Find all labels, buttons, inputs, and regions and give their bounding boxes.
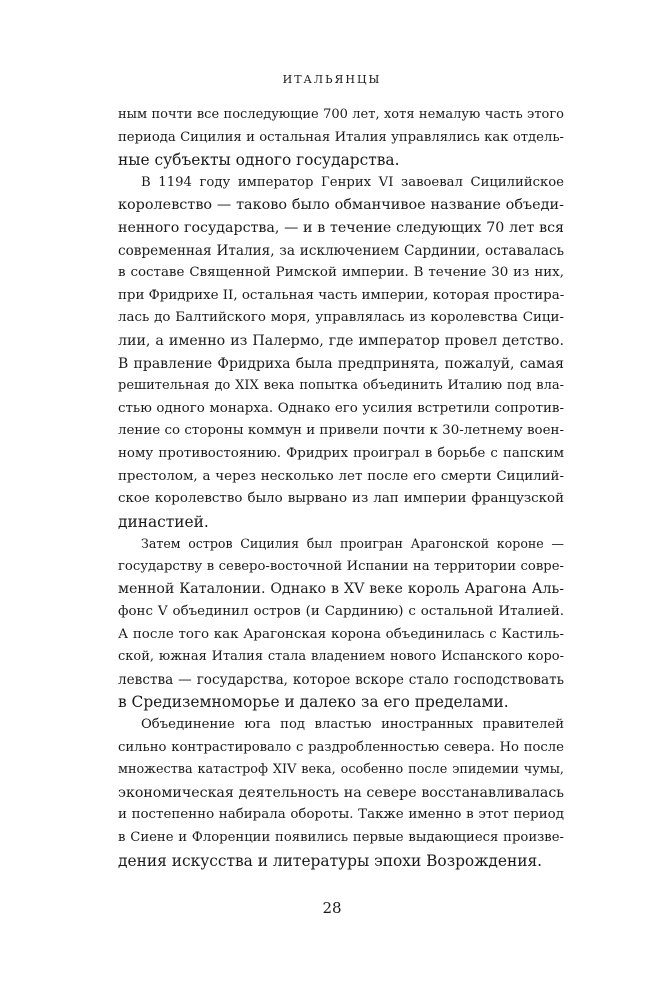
text-line: фонс V объединил остров (и Сардинию) с остальной Италией. — [118, 604, 564, 620]
paragraph — [118, 714, 564, 872]
text-line: династией. — [118, 512, 209, 531]
text-line: при Фридрихе II, остальная часть империи, которая простира- — [118, 287, 565, 303]
paragraph — [118, 172, 564, 534]
text-line: ным почти все последующие 700 лет, хотя немалую часть этого — [118, 107, 564, 122]
text-line: ской, южная Италия стала владением нового Испанского коро- — [118, 649, 564, 665]
text-line: ненного государства, — и в течение следующих 70 лет вся — [118, 219, 564, 236]
text-line: А после того как Арагонская корона объединилась с Кастиль- — [118, 626, 564, 642]
text-line: лась до Балтийского моря, управлялась из королевства Сици- — [118, 310, 564, 326]
paragraph — [118, 104, 564, 172]
text-line: В правление Фридриха была предпринята, пожалуй, самая — [118, 355, 564, 372]
text-line: ные субъекты одного государства. — [118, 151, 400, 170]
text-line: Затем остров Сицилия был проигран Арагонской короне — — [141, 536, 564, 552]
text-line: экономическая деятельность на севере восстанавливалась — [118, 784, 564, 801]
text-line: и постепенно набирала обороты. Также именно в этот период — [118, 807, 564, 823]
text-line: В 1194 году император Генрих VI завоевал Сицилийское — [141, 174, 564, 190]
text-line: современная Италия, за исключением Сардинии, оставалась — [118, 242, 564, 259]
text-line: ному противостоянию. Фридрих проиграл в борьбе с папским — [118, 445, 564, 461]
text-line: королевство — таково было обманчивое название объеди- — [118, 197, 564, 214]
body-text — [118, 104, 564, 872]
text-line: дения искусства и литературы эпохи Возрождения. — [118, 851, 543, 870]
text-line: в Сиене и Флоренции появились первые выдающиеся произве- — [118, 830, 564, 845]
paragraph — [118, 533, 564, 714]
text-line: сильно контрастировало с раздробленностью севера. Но после — [118, 739, 564, 755]
text-line: ское королевство было вырвано из лап империи французской — [118, 491, 564, 507]
text-line: Объединение юга под властью иностранных правителей — [141, 717, 564, 733]
running-header: ИТАЛЬЯНЦЫ — [282, 73, 382, 86]
text-line: левства — государства, которое вскоре стало господствовать — [118, 671, 564, 688]
text-line: лии, а именно из Палермо, где император провел детство. — [118, 332, 564, 349]
text-line: периода Сицилия и остальная Италия управлялись как отдель- — [118, 129, 564, 145]
text-line: в Средиземноморье и далеко за его пределами. — [118, 693, 509, 712]
text-line: престолом, а через несколько лет после его смерти Сицилий- — [118, 468, 564, 484]
text-line: решительная до XIX века попытка объединить Италию под вла- — [118, 378, 564, 394]
text-line: ление со стороны коммун и привели почти к 30-летнему воен- — [118, 423, 564, 439]
page-number: 28 — [322, 899, 342, 917]
text-line: государству в северо-восточной Испании на территории совре- — [118, 558, 564, 574]
text-line: множества катастроф XIV века, особенно после эпидемии чумы, — [118, 762, 564, 778]
text-line: менной Каталонии. Однако в XV веке король Арагона Аль- — [118, 581, 564, 598]
text-line: стью одного монарха. Однако его усилия встретили сопротив- — [118, 400, 564, 416]
text-line: в составе Священной Римской империи. В течение 30 из них, — [118, 265, 564, 281]
